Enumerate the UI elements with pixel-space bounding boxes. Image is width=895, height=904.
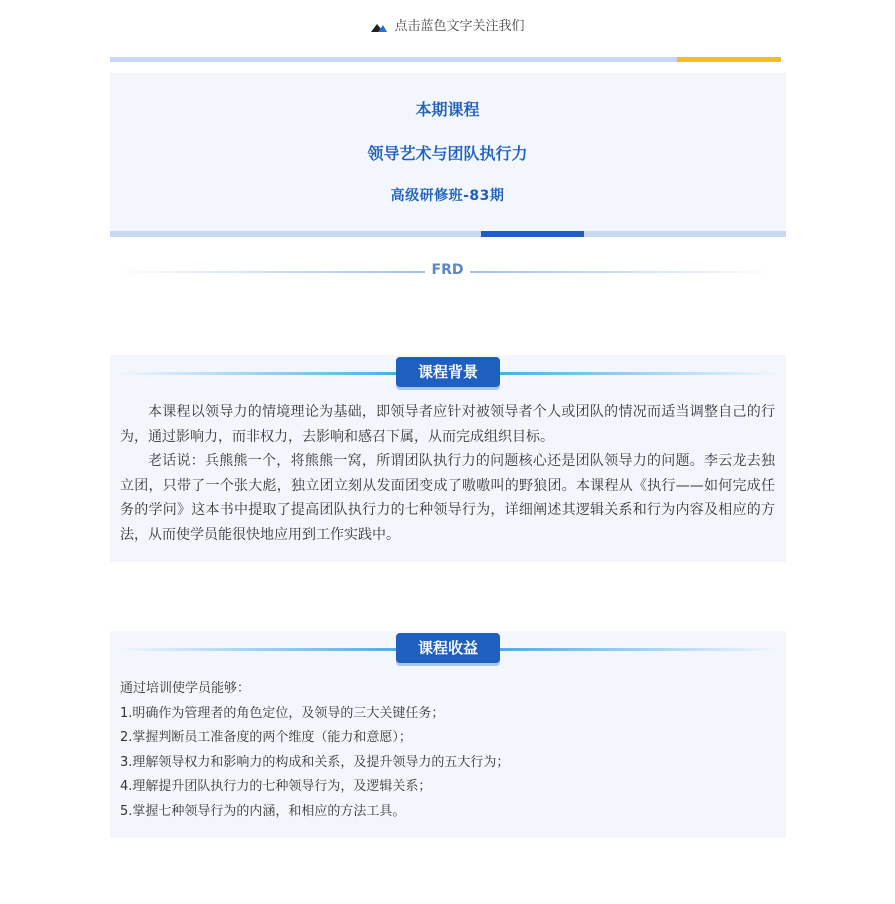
section-line-right [500,648,780,651]
course-title: 领导艺术与团队执行力 [367,144,528,163]
divider-line-left [115,271,425,273]
background-paragraph: 本课程以领导力的情境理论为基础，即领导者应针对被领导者个人或团队的情况而适当调整自己的行为，通过影响力，而非权力，去影响和感召下属，从而完成组织目标。 [120,404,775,445]
section-line-left [115,648,398,651]
background-text [120,400,775,547]
background-paragraph: 老话说：兵熊熊一个，将熊熊一窝，所谓团队执行力的问题核心还是团队领导力的问题。李云龙去独立团，只带了一个张大彪，独立团立刻从发面团变成了嗷嗷叫的野狼团。本课程从《执行——如何完成任务的学问》这本书中提取了提高团队执行力的七种领导行为，详细阐述其逻辑关系和行为内容及相应的方法，从而使学员能很快地应用到工作实践中。 [120,453,775,543]
header-bottom-bar [110,231,786,237]
frd-divider [115,262,775,282]
logo-mark-icon [370,18,388,30]
list-item: 3.理解领导权力和影响力的构成和关系，及提升领导力的五大行为； [120,754,510,770]
list-item: 通过培训使学员能够： [120,681,251,696]
header-bottom-accent [481,231,584,237]
course-edition: 高级研修班-83期 [390,188,505,204]
background-section-title: 课程背景 [396,357,500,387]
gain-list [120,677,775,824]
list-item: 1.明确作为管理者的角色定位，及领导的三大关键任务； [120,705,445,721]
list-item: 5.掌握七种领导行为的内涵，和相应的方法工具。 [120,803,406,819]
follow-prompt[interactable] [0,14,895,34]
section-line-left [115,372,398,375]
divider-line-right [470,271,775,273]
list-item: 4.理解提升团队执行力的七种领导行为，及逻辑关系； [120,779,432,794]
list-item: 2.掌握判断员工准备度的两个维度（能力和意愿）； [120,730,412,745]
header-top-accent [677,57,781,62]
gain-section-title: 课程收益 [396,633,500,663]
divider-label: FRD [431,262,464,278]
section-line-right [500,372,780,375]
header-top-bar [110,57,781,62]
header-label: 本期课程 [415,100,480,119]
follow-text[interactable]: 点击蓝色文字关注我们 [394,18,525,34]
